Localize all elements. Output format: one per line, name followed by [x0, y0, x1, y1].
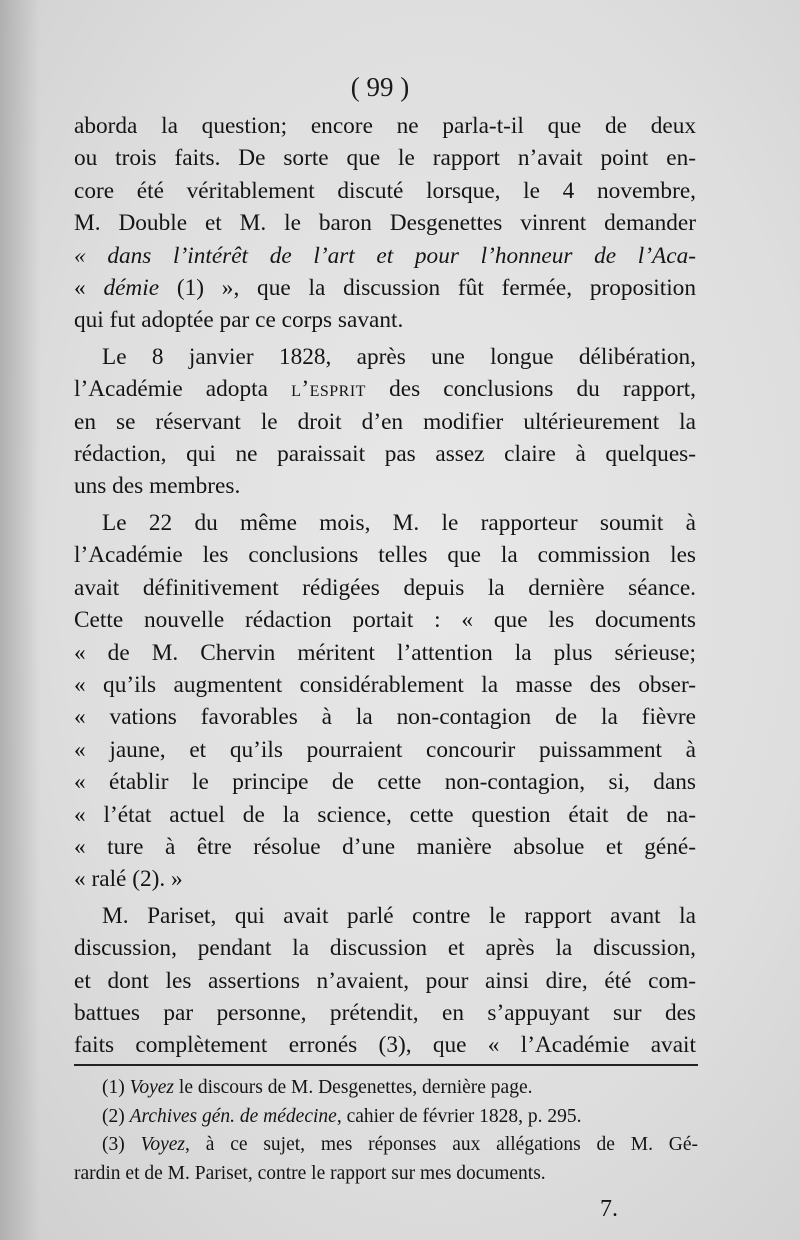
text-line: Cette nouvelle rédaction portait : « que les documents [74, 607, 696, 634]
text-line: core été véritablement discuté lorsque, le 4 novembre, [74, 177, 696, 204]
footnote-italic: Voyez [140, 1134, 185, 1155]
text-segment: l’esprit [291, 376, 366, 403]
text-line: l’Académie les conclusions telles que la commission les [74, 542, 696, 569]
text-line: « de M. Chervin méritent l’attention la plus sérieuse; [74, 639, 696, 666]
text-line: « jaune, et qu’ils pourraient concourir puissamment à [74, 736, 696, 763]
text-line: Le 22 du même mois, M. le rapporteur soumit à [102, 509, 696, 536]
text-line: « qu’ils augmentent considérablement la masse des obser- [74, 671, 696, 698]
text-line: faits complètement erronés (3), que « l’Académie avait [74, 1032, 696, 1059]
body-text [74, 110, 696, 1062]
footnote-italic: Voyez [129, 1077, 175, 1098]
text-line: rédaction, qui ne paraissait pas assez claire à quelques- [74, 441, 696, 468]
text-line: « l’état actuel de la science, cette question était de na- [74, 801, 696, 828]
footnote-line [74, 1103, 698, 1132]
text-line: avait définitivement rédigées depuis la dernière séance. [74, 574, 696, 601]
text-line: M. Double et M. le baron Desgenettes vinrent demander [74, 210, 696, 237]
text-line: discussion, pendant la discussion et après la discussion, [74, 935, 696, 962]
text-segment: des conclusions du rapport, [365, 376, 697, 403]
footnote-mark: (2) [102, 1105, 125, 1127]
text-segment: démie [103, 275, 160, 302]
text-line: « ralé (2). » [74, 866, 183, 893]
footnote-mark: (1) [102, 1077, 125, 1098]
page-gutter-shadow [0, 0, 40, 1240]
text-line: aborda la question; encore ne parla-t-il que de deux [74, 113, 696, 139]
signature-mark: 7. [600, 1196, 618, 1222]
text-segment: (1) », que la discussion fût fermée, proposition [159, 275, 696, 302]
text-line: Le 8 janvier 1828, après une longue délibération, [102, 343, 696, 370]
text-line: qui fut adoptée par ce corps savant. [74, 307, 404, 334]
footnote-text: le discours de M. Desgenettes, dernière page. [174, 1077, 533, 1098]
footnotes [74, 1074, 698, 1188]
text-segment: « [74, 275, 104, 302]
text-line: M. Pariset, qui avait parlé contre le rapport avant la [102, 902, 696, 929]
text-line [74, 272, 696, 304]
footnote-line [74, 1074, 698, 1103]
footnote-mark: (3) [102, 1134, 125, 1155]
footnote-line [74, 1131, 698, 1160]
text-line: « ture à être résolue d’une manière absolue et géné- [74, 833, 696, 860]
page-number: ( 99 ) [350, 72, 410, 102]
text-line: battues par personne, prétendit, en s’appuyant sur des [74, 999, 696, 1026]
footnote-text: , cahier de février 1828, p. 295. [336, 1105, 582, 1127]
text-segment: l’Académie adopta [74, 376, 292, 403]
footnote-italic: Archives gén. de médecine [129, 1105, 337, 1127]
footnote-line: rardin et de M. Pariset, contre le rapport sur mes documents. [74, 1162, 546, 1184]
text-line: « vations favorables à la non-contagion de la fièvre [74, 704, 696, 731]
text-line: uns des membres. [74, 473, 241, 500]
text-line: en se réservant le droit d’en modifier ultérieurement la [74, 408, 696, 435]
text-line: ou trois faits. De sorte que le rapport n’avait point en- [74, 145, 696, 172]
text-line [74, 373, 696, 405]
footnote-text: , à ce sujet, mes réponses aux allégations de M. Gé- [185, 1134, 699, 1155]
text-line: et dont les assertions n’avaient, pour ainsi dire, été com- [74, 967, 696, 994]
text-line: « établir le principe de cette non-contagion, si, dans [74, 769, 696, 796]
text-line: « dans l’intérêt de l’art et pour l’honneur de l’Aca- [74, 242, 696, 269]
footnote-rule [74, 1064, 698, 1066]
